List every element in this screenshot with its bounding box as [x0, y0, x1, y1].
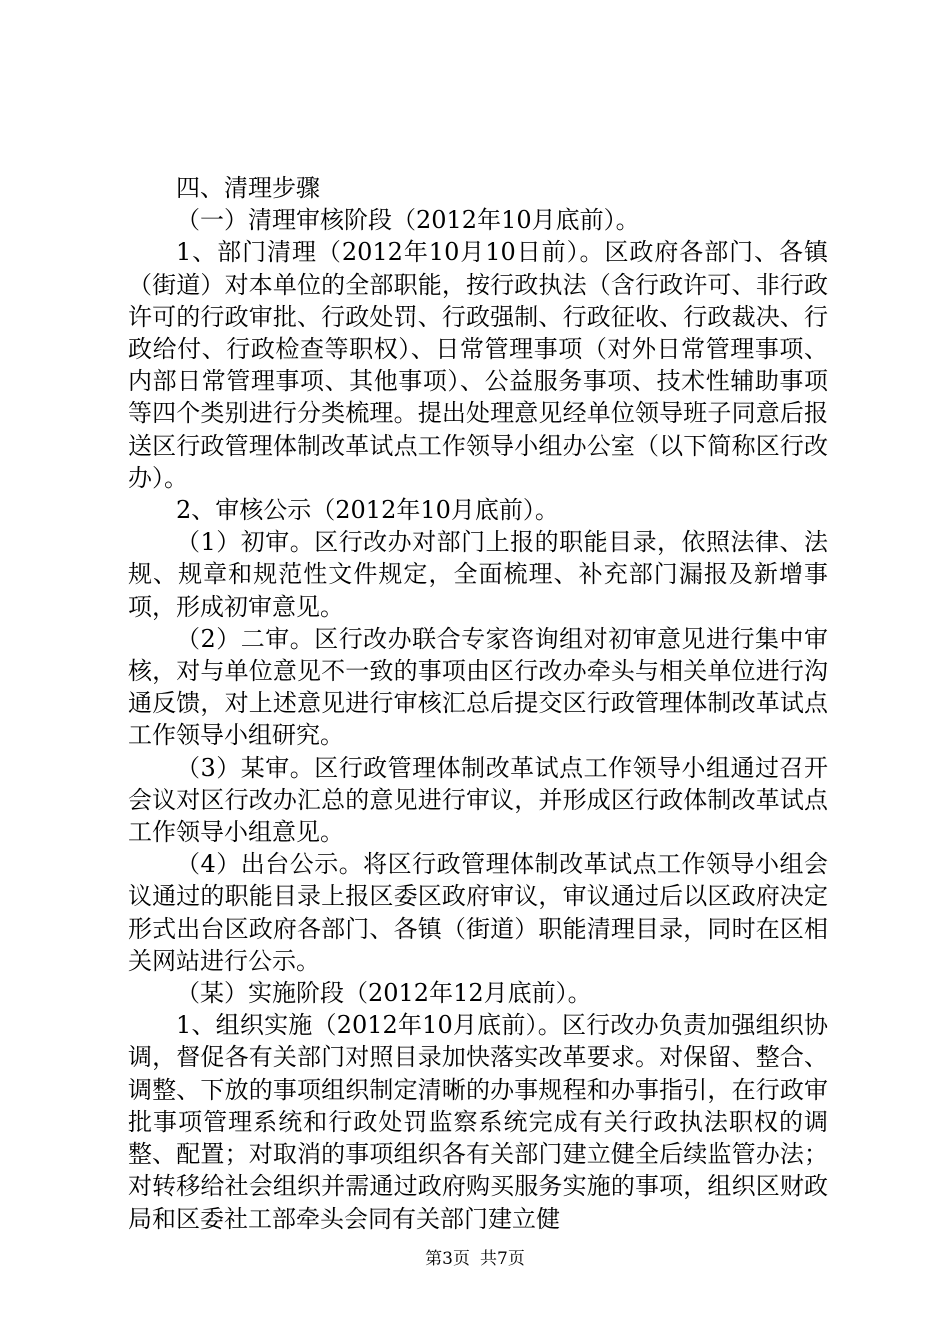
section-heading: 四、清理步骤 — [176, 174, 320, 202]
subsection-heading: （一）清理审核阶段（2012年10月底前）。 — [176, 206, 640, 235]
page-footer — [0, 1244, 950, 1269]
body-paragraph: （3）某审。区行政管理体制改革试点工作领导小组通过召开会议对区行改办汇总的意见进行审议，并形成区行政体制改革试点工作领导小组意见。 — [128, 753, 828, 847]
page-number: 第3页 — [425, 1249, 470, 1269]
body-paragraph: （4）出台公示。将区行政管理体制改革试点工作领导小组会议通过的职能目录上报区委区政府审议，审议通过后以区政府决定形式出台区政府各部门、各镇（街道）职能清理目录，同时在区相关网站进行公示。 — [128, 850, 828, 975]
body-paragraph: （2）二审。区行改办联合专家咨询组对初审意见进行集中审核，对与单位意见不一致的事项由区行改办牵头与相关单位进行沟通反馈，对上述意见进行审核汇总后提交区行政管理体制改革试点工作领导小组研究。 — [128, 624, 828, 750]
subsection-heading: （某）实施阶段（2012年12月底前）。 — [176, 979, 592, 1008]
body-paragraph: （1）初审。区行改办对部门上报的职能目录，依照法律、法规、规章和规范性文件规定，全面梳理、补充部门漏报及新增事项，形成初审意见。 — [128, 528, 828, 621]
page-total: 共7页 — [480, 1249, 525, 1269]
body-paragraph: 1、部门清理（2012年10月10日前）。区政府各部门、各镇（街道）对本单位的全部职能，按行政执法（含行政许可、非行政许可的行政审批、行政处罚、行政强制、行政征收、行政裁决、行政给付、行政检查等职权）、日常管理事项（对外日常管理事项、内部日常管理事项、其他事项）、公益服务事项、技术性辅助事项等四个类别进行分类梳理。提出处理意见经单位领导班子同意后报送区行政管理体制改革试点工作领导小组办公室（以下简称区行改办）。 — [128, 238, 828, 492]
body-paragraph: 2、审核公示（2012年10月底前）。 — [176, 496, 559, 525]
body-paragraph: 1、组织实施（2012年10月底前）。区行改办负责加强组织协调，督促各有关部门对照目录加快落实改革要求。对保留、整合、调整、下放的事项组织制定清晰的办事规程和办事指引，在行政审批事项管理系统和行政处罚监察系统完成有关行政执法职权的调整、配置；对取消的事项组织各有关部门建立健全后续监管办法；对转移给社会组织并需通过政府购买服务实施的事项，组织区财政局和区委社工部牵头会同有关部门建立健 — [128, 1011, 828, 1233]
document-body — [128, 172, 828, 1235]
